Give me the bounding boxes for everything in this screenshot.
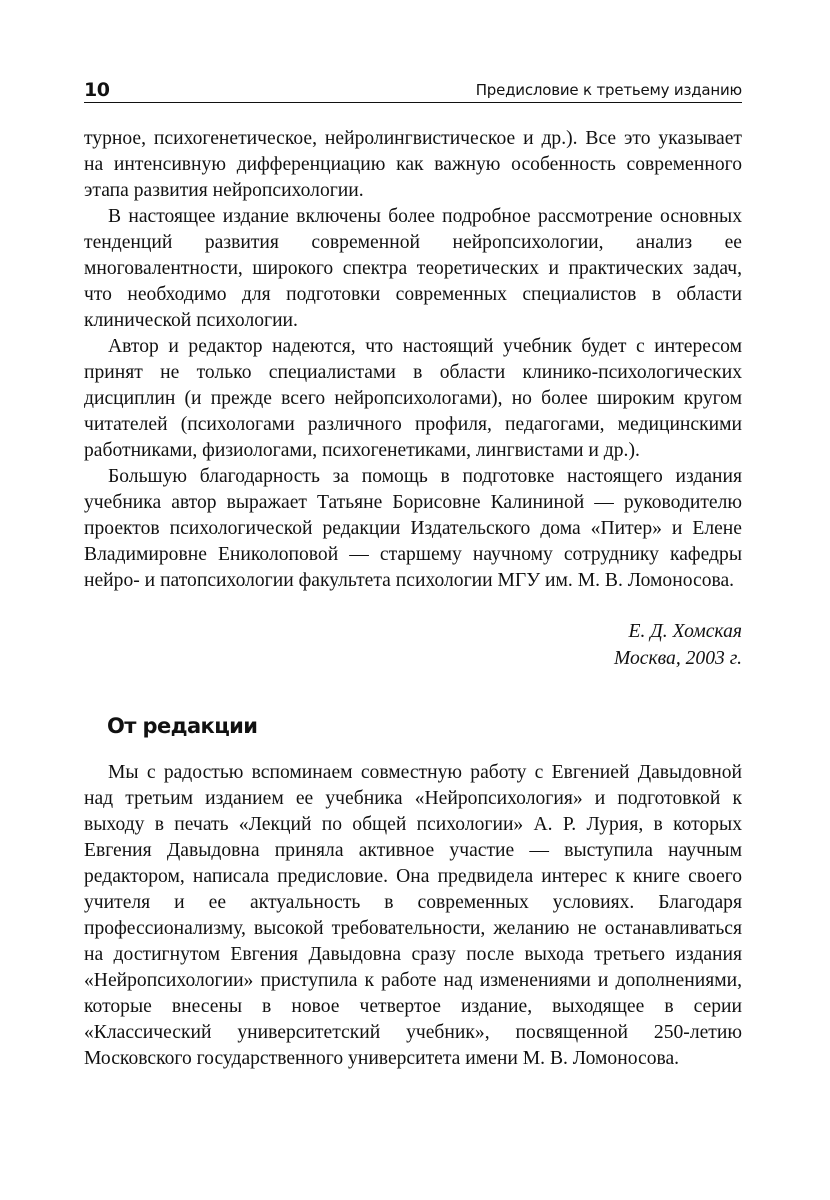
- signature-author: Е. Д. Хомская: [628, 621, 742, 642]
- editorial-paragraph: Мы с радостью вспоминаем совместную работу с Евгенией Давыдовной над третьим изданием ее учебника «Нейропсихология» и подготовкой к выходу в печать «Лекций по общей психологии» А. Р. Лурия, в которых Евгения Давыдовна приняла активное участие — выступила научным редактором, написала предисловие. Она предвидела интерес к книге своего учителя и ее актуальность в современных условиях. Благодаря профессионализму, высокой требовательности, желанию не останавливаться на достигнутом Евгения Давыдовна сразу после выхода третьего издания «Нейропсихологии» приступила к работе над изменениями и дополнениями, которые внесены в новое четвертое издание, выходящее в серии «Классический университетский учебник», посвященной 250-летию Московского государственного университета имени М. В. Ломоносова.: [84, 762, 742, 1069]
- signature-block: [614, 618, 742, 672]
- preface-paragraph-2: В настоящее издание включены более подробное рассмотрение основных тенденций развития современной нейропсихологии, анализ ее многовалентности, широкого спектра теоретических и практических задач, что необходимо для подготовки современных специалистов в области клинической психологии.: [84, 206, 742, 331]
- preface-paragraph-1: турное, психогенетическое, нейролингвистическое и др.). Все это указывает на интенсивную дифференциацию как важную особенность современного этапа развития нейропсихологии.: [84, 128, 742, 201]
- running-title: Предисловие к третьему изданию: [475, 81, 742, 99]
- page-number: 10: [84, 79, 110, 101]
- running-header: [84, 72, 742, 103]
- preface-text: [84, 126, 742, 594]
- preface-paragraph-3: Автор и редактор надеются, что настоящий учебник будет с интересом принят не только специалистами в области клинико-психологических дисциплин (и прежде всего нейропсихологами), но более широким кругом читателей (психологами различного профиля, педагогами, медицинскими работниками, физиологами, психогенетиками, лингвистами и др.).: [84, 336, 742, 461]
- signature-place-date: Москва, 2003 г.: [613, 648, 742, 669]
- editorial-text: [84, 760, 742, 1072]
- preface-paragraph-4: Большую благодарность за помощь в подготовке настоящего издания учебника автор выражает Татьяне Борисовне Калининой — руководителю проектов психологической редакции Издательского дома «Питер» и Елене Владимировне Ениколоповой — старшему научному сотруднику кафедры нейро- и патопсихологии факультета психологии МГУ им. М. В. Ломоносова.: [84, 466, 742, 591]
- section-title-editorial: От редакции: [107, 714, 258, 738]
